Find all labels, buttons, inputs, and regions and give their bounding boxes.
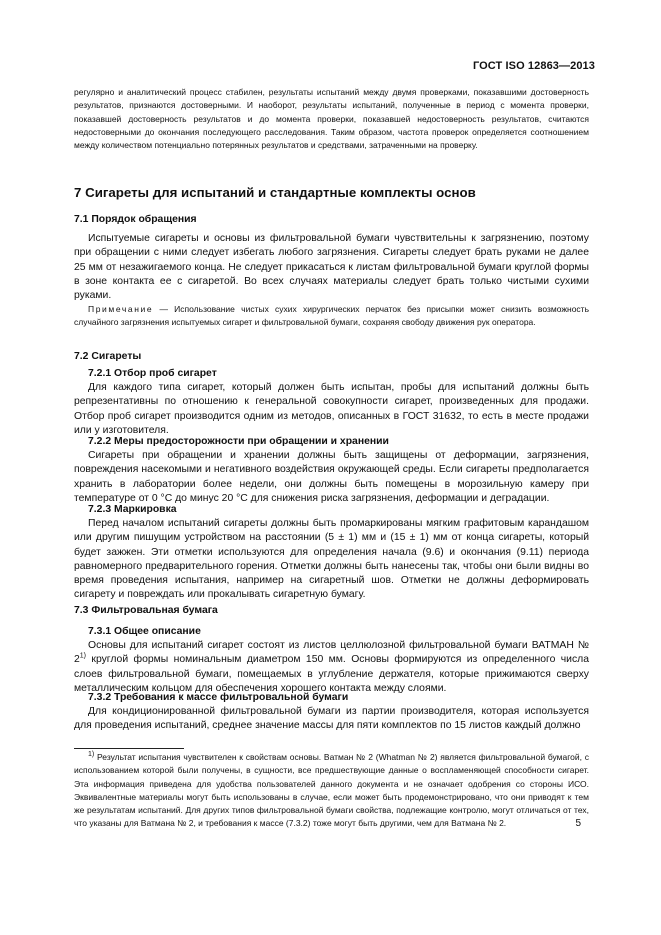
section-7-2-3 bbox=[74, 503, 589, 603]
section-7-heading-block bbox=[74, 185, 589, 201]
section-7-2-title: 7.2 Сигареты bbox=[74, 351, 142, 362]
footnote-paragraph bbox=[74, 751, 589, 831]
section-7-title: 7 Сигареты для испытаний и стандартные комплекты основ bbox=[74, 185, 476, 200]
note-label: Примечание bbox=[88, 304, 154, 314]
section-7-3-1 bbox=[74, 625, 589, 696]
section-7-3-title: 7.3 Фильтровальная бумага bbox=[74, 605, 218, 616]
section-7-3-2 bbox=[74, 691, 589, 734]
footnote-divider bbox=[74, 748, 184, 749]
intro-paragraph-block bbox=[74, 86, 589, 152]
section-7-2 bbox=[74, 350, 589, 364]
note-paragraph bbox=[74, 303, 589, 330]
section-7-2-2-title: 7.2.2 Меры предосторожности при обращении и хранении bbox=[88, 436, 389, 447]
section-7-1-title: 7.1 Порядок обращения bbox=[74, 214, 197, 225]
section-7-2-1 bbox=[74, 367, 589, 438]
section-7-1-note bbox=[74, 303, 589, 330]
section-7-2-2-paragraph: Сигареты при обращении и хранении должны быть защищены от деформации, загрязнения, повреждения насекомыми и негативного воздействия окружающей среды. Если сигареты предполагается хранить в лаборатории более недели, они должны быть помещены в морозильную камеру при температуре от 0 °С до минус 20 °С для снижения риска загрязнения, деформации и деградации. bbox=[74, 450, 589, 504]
footnote bbox=[74, 751, 589, 831]
footnote-mark: 1) bbox=[88, 751, 95, 759]
section-7-3-1-text-b: круглой формы номинальным диаметром 150 мм. Основы формируются из определенного числа слоев фильтровальной бумаги, помещаемых в углубление держателя, которые прижимаются сверху металлическим кольцом для обеспечения хорошего контакта между слоями. bbox=[74, 654, 589, 694]
section-7-2-3-title: 7.2.3 Маркировка bbox=[88, 504, 177, 515]
footnote-reference: 1) bbox=[79, 652, 87, 660]
intro-paragraph: регулярно и аналитический процесс стабилен, результаты испытаний между двумя проверками, показавшими достоверность результатов, признаются достоверными. И наоборот, результаты испытаний, полученные в период с момента проверки, показавшей достоверность результатов и до момента проверки, показавшей недостоверность результатов, считаются недостоверными до окончания последующего расследования. Таким образом, частота проверок определяется соотношением между количеством потенциально потерянных результатов и средствами, затраченными на проверку. bbox=[74, 87, 589, 151]
section-7-3-1-title: 7.3.1 Общее описание bbox=[88, 626, 201, 637]
document-code-header: ГОСТ ISO 12863—2013 bbox=[472, 60, 595, 72]
section-7-2-1-paragraph: Для каждого типа сигарет, который должен быть испытан, пробы для испытаний должны быть репрезентативны по отношению к генеральной совокупности сигарет, произведенных для продажи. Отбор проб сигарет производится одним из методов, описанных в ГОСТ 31632, то есть в месте продажи или у изготовителя. bbox=[74, 382, 589, 436]
section-7-1-paragraph: Испытуемые сигареты и основы из фильтровальной бумаги чувствительны к загрязнению, поэтому при обращении с ними следует избегать любого загрязнения. Сигареты следует брать руками не далее 25 мм от незажигаемого конца. Не следует прикасаться к листам фильтровальной бумаги круглой формы в зоне контакта ее с сигаретой. Во всех случаях материалы следует брать только чистыми сухими руками. bbox=[74, 233, 589, 302]
footnote-text: Результат испытания чувствителен к свойствам основы. Ватман № 2 (Whatman № 2) является фильтровальной бумагой, с использованием которой были получены, в сущности, все предшествующие данные о воспламеняющей способности сигарет. Эта информация приведена для удобства пользователей данного документа и не означает одобрения со стороны ИСО. Эквивалентные материалы могут быть использованы в случае, если может быть продемонстрировано, что они приводят к тем же результатам испытаний. Для других типов фильтровальной бумаги свойства, подлежащие контролю, могут отличаться от тех, что указаны для Ватмана № 2, и требования к массе (7.3.2) тоже могут быть другими, чем для Ватмана № 2. bbox=[74, 752, 589, 829]
section-7-3-1-paragraph bbox=[74, 639, 589, 696]
section-7-2-2 bbox=[74, 435, 589, 506]
section-7-3-1-text-a: Основы для испытаний сигарет состоят из листов целлюлозной фильтровальной бумаги ВАТМАН № 2 bbox=[74, 640, 589, 666]
section-7-2-1-title: 7.2.1 Отбор проб сигарет bbox=[88, 368, 217, 379]
section-7-3-2-paragraph: Для кондиционированной фильтровальной бумаги из партии производителя, которая используется для проведения испытаний, среднее значение массы для пяти комплектов по 15 листов каждый должно bbox=[74, 706, 589, 732]
section-7-1-body bbox=[74, 232, 589, 303]
note-text: — Использование чистых сухих хирургических перчаток без присыпки может снизить возможность случайного загрязнения испытуемых сигарет и фильтровальной бумаги, сохраняя свободу движения рук оператора. bbox=[74, 304, 589, 328]
section-7-2-3-paragraph: Перед началом испытаний сигареты должны быть промаркированы мягким графитовым карандашом или другим пишущим устройством на расстоянии (5 ± 1) мм и (15 ± 1) мм от конца сигареты, который будет зажжен. Эти отметки используются для определения начала (9.6) и окончания (9.11) периода равномерного предварительного горения. Отметки должны быть нанесены так, чтобы они были видны во время проведения испытания, например на сигаретный шов. Отметки не должны деформировать сигарету и повреждать или прокалывать сигаретную бумагу. bbox=[74, 518, 589, 601]
section-7-3-2-title: 7.3.2 Требования к массе фильтровальной бумаги bbox=[88, 692, 349, 703]
page-number: 5 bbox=[575, 818, 581, 829]
section-7-1 bbox=[74, 213, 589, 227]
section-7-3 bbox=[74, 604, 589, 618]
